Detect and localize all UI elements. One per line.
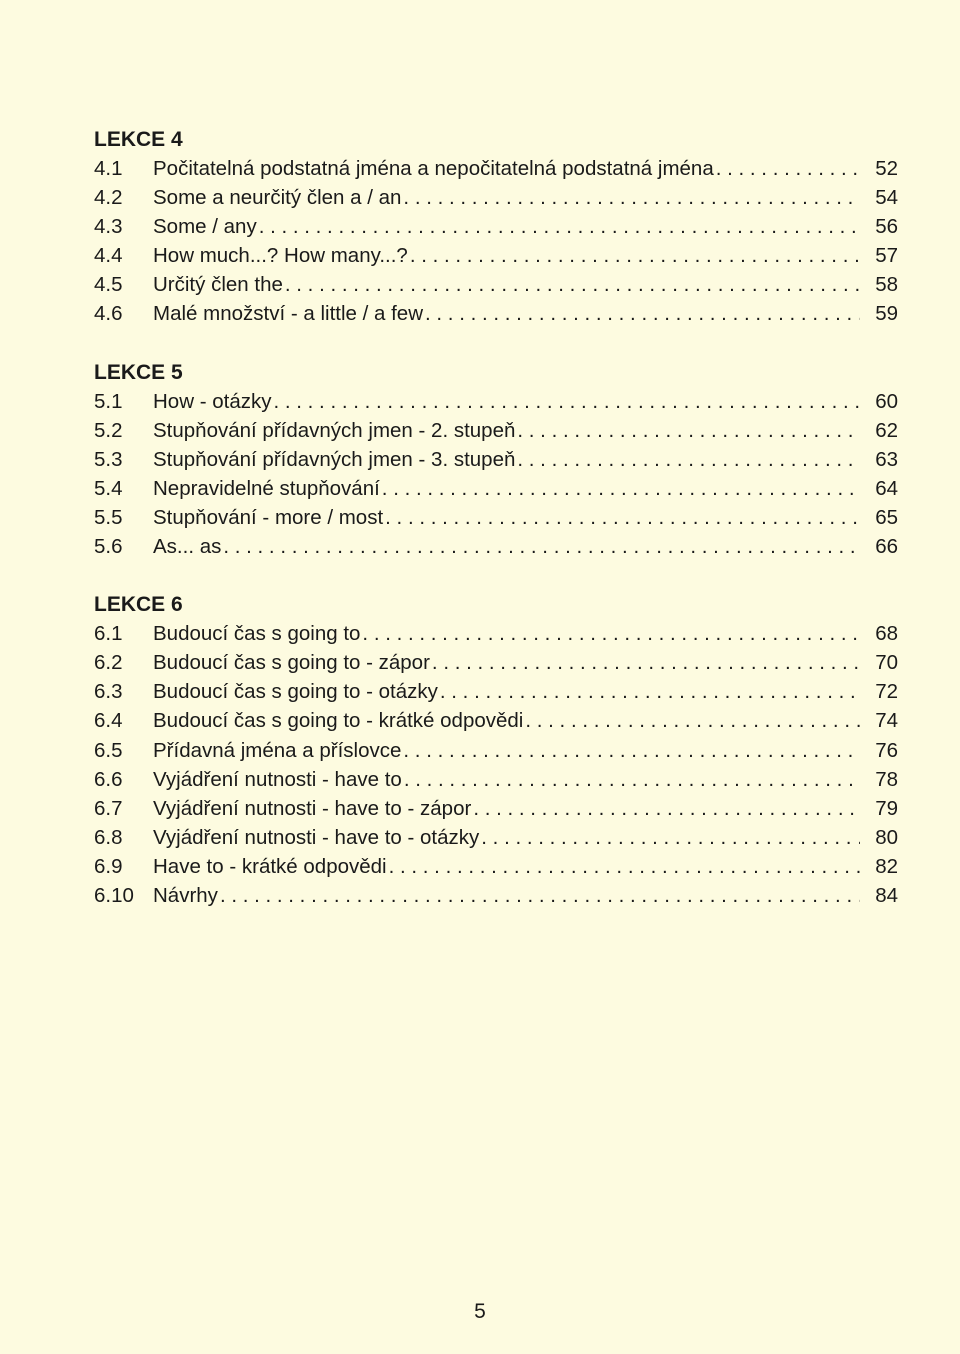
dot-leader: [716, 154, 860, 183]
toc-entry: [94, 706, 898, 735]
entry-number: 6.7: [94, 796, 123, 820]
dot-leader: [389, 852, 860, 881]
toc-entry: [94, 881, 898, 910]
entry-page: 78: [875, 767, 898, 791]
entry-number: 6.3: [94, 680, 123, 704]
entry-title: Určitý člen the: [153, 273, 283, 297]
entry-page: 68: [875, 622, 898, 646]
entry-page: 54: [875, 186, 898, 210]
dot-leader: [223, 532, 860, 561]
entry-title: Vyjádření nutnosti - have to: [153, 767, 402, 791]
entry-number: 4.6: [94, 302, 123, 326]
entry-number: 6.10: [94, 883, 134, 907]
entry-title: Stupňování přídavných jmen - 3. stupeň: [153, 447, 516, 471]
toc-entry: [94, 794, 898, 823]
entry-number: 6.5: [94, 738, 123, 762]
dot-leader: [273, 387, 860, 416]
entry-title: Vyjádření nutnosti - have to - otázky: [153, 825, 480, 849]
entry-page: 56: [875, 215, 898, 239]
toc-entry: [94, 474, 898, 503]
dot-leader: [432, 648, 860, 677]
dot-leader: [403, 736, 860, 765]
entry-title: Přídavná jména a příslovce: [153, 738, 402, 762]
entry-number: 6.1: [94, 622, 123, 646]
dot-leader: [385, 503, 860, 532]
entry-page: 59: [875, 302, 898, 326]
dot-leader: [362, 619, 860, 648]
entry-number: 5.6: [94, 535, 123, 559]
entry-title: Vyjádření nutnosti - have to - zápor: [153, 796, 472, 820]
entry-page: 66: [875, 535, 898, 559]
entry-page: 65: [875, 505, 898, 529]
entry-page: 63: [875, 447, 898, 471]
entry-number: 5.5: [94, 505, 123, 529]
toc-entry: [94, 183, 898, 212]
page-number: 5: [474, 1300, 486, 1323]
dot-leader: [425, 299, 860, 328]
dot-leader: [410, 241, 860, 270]
entry-page: 82: [875, 854, 898, 878]
toc-entry: [94, 299, 898, 328]
entry-number: 4.1: [94, 157, 123, 180]
table-of-contents: [94, 125, 898, 910]
entry-title: Some a neurčitý člen a / an: [153, 186, 402, 210]
dot-leader: [285, 270, 860, 299]
toc-entry: [94, 736, 898, 765]
toc-entry: [94, 270, 898, 299]
entry-page: 57: [875, 244, 898, 268]
entry-number: 5.3: [94, 447, 123, 471]
dot-leader: [259, 212, 860, 241]
toc-section-lekce-5: [94, 358, 898, 562]
entry-number: 6.9: [94, 854, 123, 878]
dot-leader: [403, 183, 860, 212]
toc-entry: [94, 416, 898, 445]
entry-title: Stupňování přídavných jmen - 2. stupeň: [153, 418, 516, 442]
entry-number: 4.4: [94, 244, 123, 268]
dot-leader: [517, 445, 860, 474]
entry-page: 80: [875, 825, 898, 849]
toc-section-lekce-6: [94, 590, 898, 910]
toc-entry: [94, 212, 898, 241]
dot-leader: [517, 416, 860, 445]
entry-title: Malé množství - a little / a few: [153, 302, 424, 326]
entry-page: 52: [875, 157, 898, 180]
entry-number: 5.1: [94, 389, 123, 413]
entry-number: 4.2: [94, 186, 123, 210]
entry-page: 79: [875, 796, 898, 820]
toc-entry: [94, 765, 898, 794]
entry-title: Počitatelná podstatná jména a nepočitatelná podstatná jména: [153, 157, 714, 180]
section-heading: LEKCE 6: [94, 593, 183, 617]
section-heading: LEKCE 5: [94, 360, 183, 384]
entry-title: Some / any: [153, 215, 257, 239]
toc-entry: [94, 154, 898, 183]
toc-entry: [94, 823, 898, 852]
entry-page: 76: [875, 738, 898, 762]
entry-page: 64: [875, 476, 898, 500]
section-heading: LEKCE 4: [94, 128, 183, 151]
entry-title: Stupňování - more / most: [153, 505, 384, 529]
dot-leader: [440, 677, 860, 706]
toc-entry: [94, 445, 898, 474]
entry-number: 5.2: [94, 418, 123, 442]
toc-entry: [94, 677, 898, 706]
toc-entry: [94, 852, 898, 881]
entry-page: 84: [875, 883, 898, 907]
entry-number: 6.4: [94, 709, 123, 733]
dot-leader: [473, 794, 860, 823]
toc-entry: [94, 387, 898, 416]
entry-title: How - otázky: [153, 389, 272, 413]
entry-page: 58: [875, 273, 898, 297]
toc-entry: [94, 619, 898, 648]
toc-entry: [94, 241, 898, 270]
entry-title: Návrhy: [153, 883, 218, 907]
dot-leader: [404, 765, 860, 794]
toc-entry: [94, 503, 898, 532]
entry-title: How much...? How many...?: [153, 244, 408, 268]
entry-page: 72: [875, 680, 898, 704]
entry-page: 70: [875, 651, 898, 675]
dot-leader: [220, 881, 860, 910]
toc-entry: [94, 648, 898, 677]
entry-number: 4.5: [94, 273, 123, 297]
entry-number: 6.6: [94, 767, 123, 791]
entry-page: 62: [875, 418, 898, 442]
entry-number: 6.8: [94, 825, 123, 849]
entry-title: Budoucí čas s going to - krátké odpovědi: [153, 709, 524, 733]
entry-title: Budoucí čas s going to - otázky: [153, 680, 438, 704]
entry-title: As... as: [153, 535, 222, 559]
entry-number: 4.3: [94, 215, 123, 239]
entry-number: 6.2: [94, 651, 123, 675]
toc-section-lekce-4: [94, 125, 898, 329]
entry-title: Nepravidelné stupňování: [153, 476, 380, 500]
entry-page: 74: [875, 709, 898, 733]
dot-leader: [382, 474, 860, 503]
entry-title: Budoucí čas s going to - zápor: [153, 651, 430, 675]
dot-leader: [525, 706, 860, 735]
entry-title: Budoucí čas s going to: [153, 622, 361, 646]
entry-title: Have to - krátké odpovědi: [153, 854, 387, 878]
toc-entry: [94, 532, 898, 561]
dot-leader: [481, 823, 860, 852]
entry-page: 60: [875, 389, 898, 413]
entry-number: 5.4: [94, 476, 123, 500]
